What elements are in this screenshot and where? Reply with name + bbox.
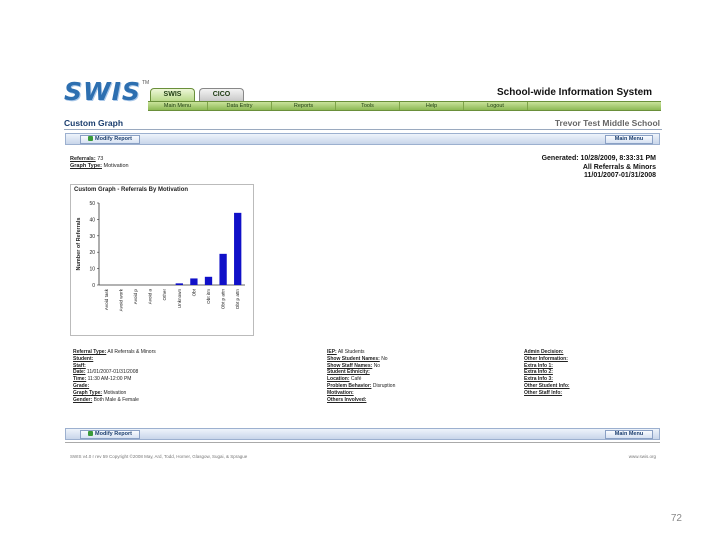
x-tick-label: Avoid a — [147, 289, 153, 305]
detail-label: Other Staff Info: — [524, 389, 563, 396]
modify-report-button-bottom[interactable] — [80, 430, 140, 439]
main-menu-button-bottom[interactable]: Main Menu — [605, 430, 653, 439]
detail-label: Other Information: — [524, 355, 568, 362]
y-tick-label: 40 — [89, 217, 95, 224]
x-tick-label: Avoid task — [103, 289, 109, 311]
bar — [205, 277, 212, 285]
detail-label: Date: — [73, 369, 86, 376]
nav-reports[interactable]: Reports — [272, 102, 336, 110]
detail-label: Extra Info 1: — [524, 362, 553, 369]
detail-label: Extra Info 2: — [524, 369, 553, 376]
detail-row — [73, 363, 156, 370]
detail-value: Motivation — [103, 389, 127, 396]
y-axis-label: Number of Referrals — [76, 217, 82, 271]
detail-label: Staff: — [73, 362, 86, 369]
detail-row — [327, 349, 395, 356]
x-tick-label: Avoid p — [133, 289, 138, 305]
detail-label: Gender: — [73, 396, 93, 403]
detail-row — [524, 369, 570, 376]
x-tick-label: Obt p attn — [235, 289, 241, 310]
main-nav — [148, 101, 661, 111]
detail-row — [327, 356, 395, 363]
referrals-count — [70, 156, 103, 163]
tab-cico[interactable]: CICO — [199, 88, 244, 101]
detail-value: All Referrals & Minors — [107, 349, 156, 355]
bar — [190, 278, 197, 285]
y-tick-label: 30 — [89, 233, 95, 240]
edit-icon — [88, 431, 93, 436]
edit-icon — [88, 136, 93, 141]
detail-row — [327, 376, 395, 383]
detail-label: Others Involved: — [327, 396, 367, 403]
detail-row — [524, 356, 570, 363]
x-tick-label: Avoid work — [118, 289, 124, 312]
footer-divider — [65, 442, 660, 443]
x-tick-label: Other — [162, 289, 168, 301]
detail-row — [73, 369, 156, 376]
system-title: School-wide Information System — [497, 87, 653, 98]
nav-data-entry[interactable]: Data Entry — [208, 102, 272, 110]
detail-row — [524, 363, 570, 370]
detail-label: Show Student Names: — [327, 355, 380, 362]
slide-number: 72 — [670, 513, 682, 524]
detail-row — [524, 349, 570, 356]
graph-type — [70, 163, 129, 170]
modify-report-label: Modify Report — [95, 431, 132, 437]
detail-row — [327, 369, 395, 376]
school-name: Trevor Test Middle School — [554, 118, 660, 128]
detail-row — [327, 397, 395, 404]
detail-row — [73, 349, 156, 356]
referral-scope: All Referrals & Minors — [582, 163, 656, 171]
bar — [234, 213, 241, 285]
detail-label: IEP: — [327, 349, 337, 355]
detail-row — [73, 390, 156, 397]
detail-row — [524, 390, 570, 397]
detail-label: Student: — [73, 355, 94, 362]
detail-row — [73, 356, 156, 363]
x-tick-label: Obt itm — [206, 289, 211, 304]
detail-row — [73, 376, 156, 383]
swis-screenshot — [62, 76, 662, 467]
referrals-value: 73 — [97, 156, 104, 162]
graph-panel — [70, 184, 254, 336]
graph-type-value: Motivation — [103, 163, 129, 169]
detail-value: No — [381, 355, 388, 362]
details-column-1 — [73, 349, 156, 403]
detail-row — [327, 363, 395, 370]
modify-report-button[interactable] — [80, 135, 140, 144]
nav-tools[interactable]: Tools — [336, 102, 400, 110]
nav-help[interactable]: Help — [400, 102, 464, 110]
detail-value: 11:30 AM-12:00 PM — [87, 376, 132, 383]
detail-value: No — [373, 362, 381, 369]
detail-label: Grade: — [73, 382, 90, 389]
detail-label: Problem Behavior: — [327, 382, 372, 389]
y-tick-label: 10 — [89, 266, 95, 273]
detail-label: Location: — [327, 376, 350, 383]
bar — [219, 254, 226, 285]
referrals-label: Referrals: — [70, 156, 96, 162]
y-tick-label: 0 — [92, 283, 95, 289]
main-menu-button[interactable]: Main Menu — [605, 135, 653, 144]
bar-chart — [71, 195, 255, 335]
nav-logout[interactable]: Logout — [464, 102, 528, 110]
x-tick-label: Obt — [191, 289, 197, 297]
site-url[interactable]: www.swis.org — [628, 454, 656, 459]
detail-label: Motivation: — [327, 389, 354, 396]
detail-row — [524, 376, 570, 383]
generated-timestamp: Generated: 10/28/2009, 8:33:31 PM — [541, 155, 656, 162]
detail-value: All Students — [337, 349, 365, 355]
detail-label: Referral Type: — [73, 349, 107, 355]
x-tick-label: Unknown — [176, 289, 182, 309]
page-title: Custom Graph — [64, 118, 124, 128]
y-tick-label: 50 — [89, 201, 95, 207]
detail-label: Extra Info 3: — [524, 376, 553, 383]
detail-label: Student Ethnicity: — [327, 369, 370, 376]
action-bar-bottom — [65, 428, 660, 440]
detail-label: Show Staff Names: — [327, 362, 373, 369]
detail-value: Café — [350, 376, 362, 383]
details-column-3 — [524, 349, 570, 397]
action-bar-top — [65, 133, 660, 145]
logo-trademark: TM — [142, 80, 150, 86]
modify-report-label: Modify Report — [95, 136, 132, 142]
x-tick-label: Obt p attn — [220, 289, 226, 310]
detail-label: Graph Type: — [73, 389, 103, 396]
chart-title: Custom Graph - Referrals By Motivation — [74, 187, 189, 193]
detail-value: Disruption — [372, 382, 396, 389]
detail-value: 11/01/2007-01/31/2008 — [86, 369, 139, 376]
swis-logo: SWIS — [64, 77, 141, 106]
tab-swis[interactable]: SWIS — [150, 88, 195, 101]
graph-type-label: Graph Type: — [70, 163, 102, 169]
title-divider — [64, 129, 662, 130]
detail-row — [73, 383, 156, 390]
bar — [176, 283, 183, 285]
report-meta — [542, 155, 656, 181]
date-range: 11/01/2007-01/31/2008 — [583, 172, 656, 179]
copyright: SWIS v4.0 r rev 59 Copyright ©2008 May, Ard, Todd, Horner, Glasgow, Sugai, & Sprague — [70, 454, 248, 459]
detail-value: Both Male & Female — [93, 396, 139, 403]
detail-row — [327, 383, 395, 390]
detail-row — [73, 397, 156, 404]
nav-main-menu[interactable]: Main Menu — [148, 102, 208, 110]
detail-label: Time: — [73, 376, 87, 383]
details-column-2 — [327, 349, 395, 403]
detail-label: Admin Decision: — [524, 349, 564, 355]
detail-label: Other Student Info: — [524, 382, 570, 389]
y-tick-label: 20 — [89, 250, 95, 257]
detail-row — [327, 390, 395, 397]
detail-row — [524, 383, 570, 390]
